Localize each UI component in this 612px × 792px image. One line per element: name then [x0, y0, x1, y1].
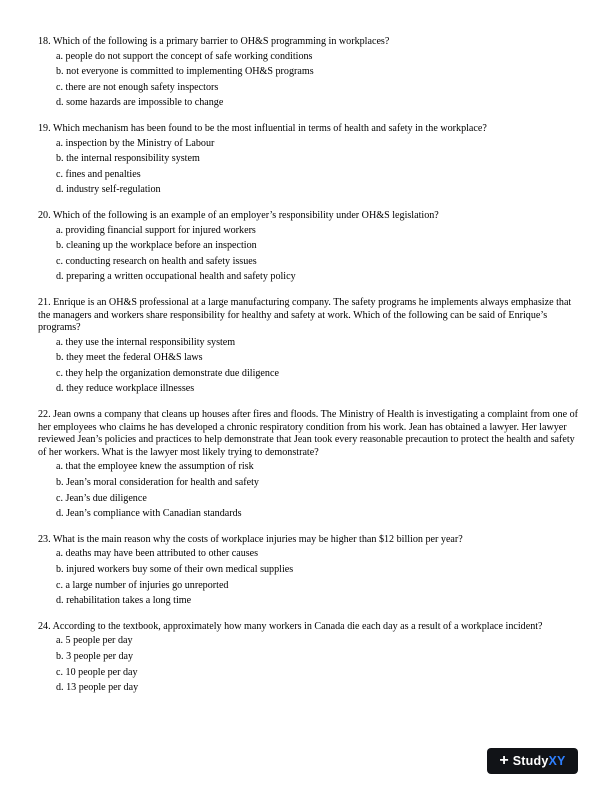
option-b: b. the internal responsibility system: [56, 153, 200, 165]
option-list: [38, 461, 578, 520]
option-d: d. preparing a written occupational health and safety policy: [56, 271, 296, 283]
option-c: c. a large number of injuries go unreported: [56, 579, 229, 591]
option-d: d. industry self-regulation: [56, 184, 161, 196]
question-text: 19. Which mechanism has been found to be the most influential in terms of health and safety in the workplace?: [38, 122, 487, 134]
question-22: [38, 409, 578, 521]
option-c: c. there are not enough safety inspectors: [56, 81, 219, 93]
option-a: a. 5 people per day: [56, 635, 133, 647]
question-19: [38, 123, 578, 197]
option-b: b. not everyone is committed to implementing OH&S programs: [56, 66, 314, 78]
question-20: [38, 210, 578, 284]
option-d: d. 13 people per day: [56, 682, 139, 694]
option-list: [38, 225, 578, 284]
option-list: [38, 51, 578, 110]
logo-wordmark: [513, 754, 566, 768]
question-sheet: [38, 36, 578, 708]
option-list: [38, 337, 578, 396]
option-c: c. Jean’s due diligence: [56, 492, 147, 504]
option-list: [38, 138, 578, 197]
question-21: [38, 297, 578, 396]
option-a: a. they use the internal responsibility system: [56, 336, 236, 348]
option-list: [38, 548, 578, 607]
option-a: a. deaths may have been attributed to other causes: [56, 548, 259, 560]
question-24: [38, 621, 578, 695]
option-d: d. they reduce workplace illnesses: [56, 383, 195, 395]
option-a: a. people do not support the concept of safe working conditions: [56, 50, 313, 62]
question-text: 24. According to the textbook, approximately how many workers in Canada die each day as a result of a workplace incident?: [38, 620, 543, 632]
option-b: b. 3 people per day: [56, 650, 134, 662]
question-text: 18. Which of the following is a primary barrier to OH&S programming in workplaces?: [38, 36, 390, 47]
question-text: 23. What is the main reason why the costs of workplace injuries may be higher than $12 billion per year?: [38, 533, 463, 545]
option-b: b. they meet the federal OH&S laws: [56, 352, 203, 364]
question-text: 20. Which of the following is an example of an employer’s responsibility under OH&S legislation?: [38, 209, 439, 221]
option-b: b. cleaning up the workplace before an inspection: [56, 240, 257, 252]
question-text: 21. Enrique is an OH&S professional at a large manufacturing company. The safety programs he implements always emphasize that the managers and workers share responsibility for healthy and safety at work. Which of the following can be said of Enrique’s programs?: [38, 296, 572, 334]
logo-text-study: Study: [512, 754, 549, 768]
option-d: d. some hazards are impossible to change: [56, 97, 224, 109]
plus-icon: +: [499, 752, 509, 769]
option-c: c. conducting research on health and safety issues: [56, 255, 257, 267]
option-b: b. injured workers buy some of their own medical supplies: [56, 564, 294, 575]
option-a: a. inspection by the Ministry of Labour: [56, 137, 215, 149]
question-text: 22. Jean owns a company that cleans up houses after fires and floods. The Ministry of Health is investigating a complaint from one of her employees who claims he has developed a chronic respiratory condition from his work. Jean has obtained a lawyer. Her lawyer reviewed Jean’s policies and practices to help demonstrate that Jean took every reasonable precaution to protect the health and safety of her workers. What is the lawyer most likely trying to demonstrate?: [38, 409, 578, 458]
studyxy-logo[interactable]: [487, 748, 578, 774]
option-c: c. they help the organization demonstrate due diligence: [56, 367, 279, 379]
question-23: [38, 534, 578, 608]
option-list: [38, 635, 578, 694]
logo-text-xy: XY: [548, 754, 566, 768]
option-b: b. Jean’s moral consideration for health and safety: [56, 477, 259, 489]
option-a: a. that the employee knew the assumption of risk: [56, 461, 254, 473]
question-18: [38, 36, 578, 110]
option-d: d. Jean’s compliance with Canadian standards: [56, 508, 242, 520]
option-d: d. rehabilitation takes a long time: [56, 595, 192, 607]
option-c: c. 10 people per day: [56, 666, 138, 678]
option-a: a. providing financial support for injured workers: [56, 224, 256, 236]
option-c: c. fines and penalties: [56, 168, 141, 180]
